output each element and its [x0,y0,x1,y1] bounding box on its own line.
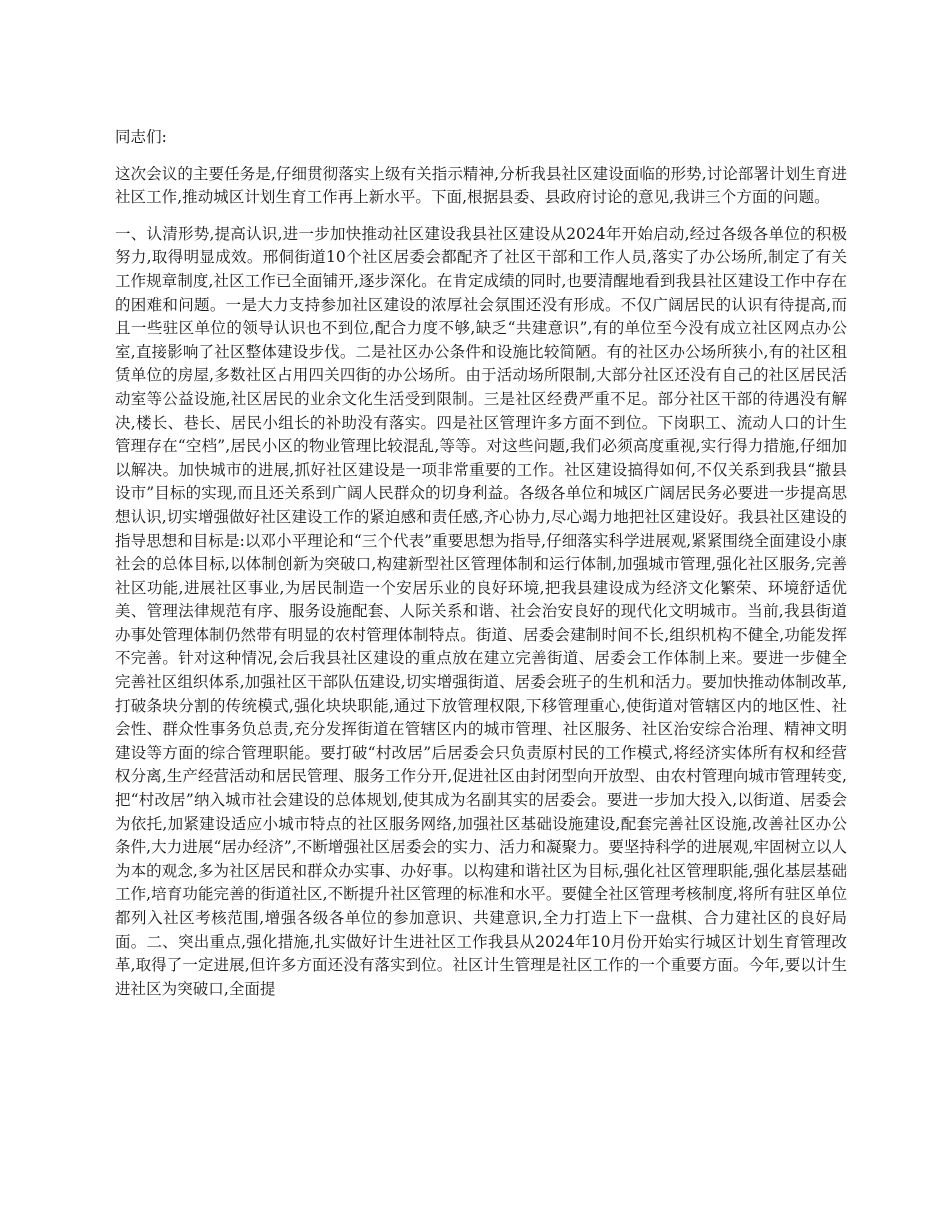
document-body [115,126,847,1014]
paragraph-section-one: 一、认清形势,提高认识,进一步加快推动社区建设我县社区建设从2024年开始启动,经过各级各单位的积极努力,取得明显成效。邢侗街道10个社区居委会都配齐了社区干部和工作人员,落实了办公场所,制定了有关工作规章制度,社区工作已全面铺开,逐步深化。在肯定成绩的同时,也要清醒地看到我县社区建设工作中存在的困难和问题。一是大力支持参加社区建设的浓厚社会氛围还没有形成。不仅广阔居民的认识有待提高,而且一些驻区单位的领导认识也不到位,配合力度不够,缺乏“共建意识”,有的单位至今没有成立社区网点办公室,直接影响了社区整体建设步伐。二是社区办公条件和设施比较简陋。有的社区办公场所狭小,有的社区租赁单位的房屋,多数社区占用四关四街的办公场所。由于活动场所限制,大部分社区还没有自己的社区居民活动室等公益设施,社区居民的业余文化生活受到限制。三是社区经费严重不足。部分社区干部的待遇没有解决,楼长、巷长、居民小组长的补助没有落实。四是社区管理许多方面不到位。下岗职工、流动人口的计生管理存在“空档”,居民小区的物业管理比较混乱,等等。对这些问题,我们必须高度重视,实行得力措施,仔细加以解决。加快城市的进展,抓好社区建设是一项非常重要的工作。社区建设搞得如何,不仅关系到我县“撤县设市”目标的实现,而且还关系到广阔人民群众的切身利益。各级各单位和城区广阔居民务必要进一步提高思想认识,切实增强做好社区建设工作的紧迫感和责任感,齐心协力,尽心竭力地把社区建设好。我县社区建设的指导思想和目标是:以邓小平理论和“三个代表”重要思想为指导,仔细落实科学进展观,紧紧围绕全面建设小康社会的总体目标,以体制创新为突破口,构建新型社区管理体制和运行体制,加强城市管理,强化社区服务,完善社区功能,进展社区事业,为居民制造一个安居乐业的良好环境,把我县建设成为经济文化繁荣、环境舒适优美、管理法律规范有序、服务设施配套、人际关系和谐、社会治安良好的现代化文明城市。当前,我县街道办事处管理体制仍然带有明显的农村管理体制特点。街道、居委会建制时间不长,组织机构不健全,功能发挥不完善。针对这种情况,会后我县社区建设的重点放在建立完善街道、居委会工作体制上来。要进一步健全完善社区组织体系,加强社区干部队伍建设,切实增强街道、居委会班子的生机和活力。要加快推动体制改革,打破条块分割的传统模式,强化块块职能,通过下放管理权限,下移管理重心,使街道对管辖区内的地区性、社会性、群众性事务负总责,充分发挥街道在管辖区内的城市管理、社区服务、社区治安综合治理、精神文明建设等方面的综合管理职能。要打破“村改居”后居委会只负责原村民的工作模式,将经济实体所有权和经营权分离,生产经营活动和居民管理、服务工作分开,促进社区由封闭型向开放型、由农村管理向城市管理转变,把“村改居”纳入城市社会建设的总体规划,使其成为名副其实的居委会。要进一步加大投入,以街道、居委会为依托,加紧建设适应小城市特点的社区服务网络,加强社区基础设施建设,配套完善社区设施,改善社区办公条件,大力进展“居办经济”,不断增强社区居委会的实力、活力和凝聚力。要坚持科学的进展观,牢固树立以人为本的观念,多为社区居民和群众办实事、办好事。以构建和谐社区为目标,强化社区管理职能,强化基层基础工作,培育功能完善的街道社区,不断提升社区管理的标准和水平。要健全社区管理考核制度,将所有驻区单位都列入社区考核范围,增强各级各单位的参加意识、共建意识,全力打造上下一盘棋、合力建社区的良好局面。二、突出重点,强化措施,扎实做好计生进社区工作我县从2024年10月份开始实行城区计划生育管理改革,取得了一定进展,但许多方面还没有落实到位。社区计生管理是社区工作的一个重要方面。今年,要以计生进社区为突破口,全面提 [115,224,847,998]
paragraph-intro: 这次会议的主要任务是,仔细贯彻落实上级有关指示精神,分析我县社区建设面临的形势,讨论部署计划生育进社区工作,推动城区计划生育工作再上新水平。下面,根据县委、县政府讨论的意见,我讲三个方面的问题。 [115,164,847,207]
salutation: 同志们: [115,128,167,146]
